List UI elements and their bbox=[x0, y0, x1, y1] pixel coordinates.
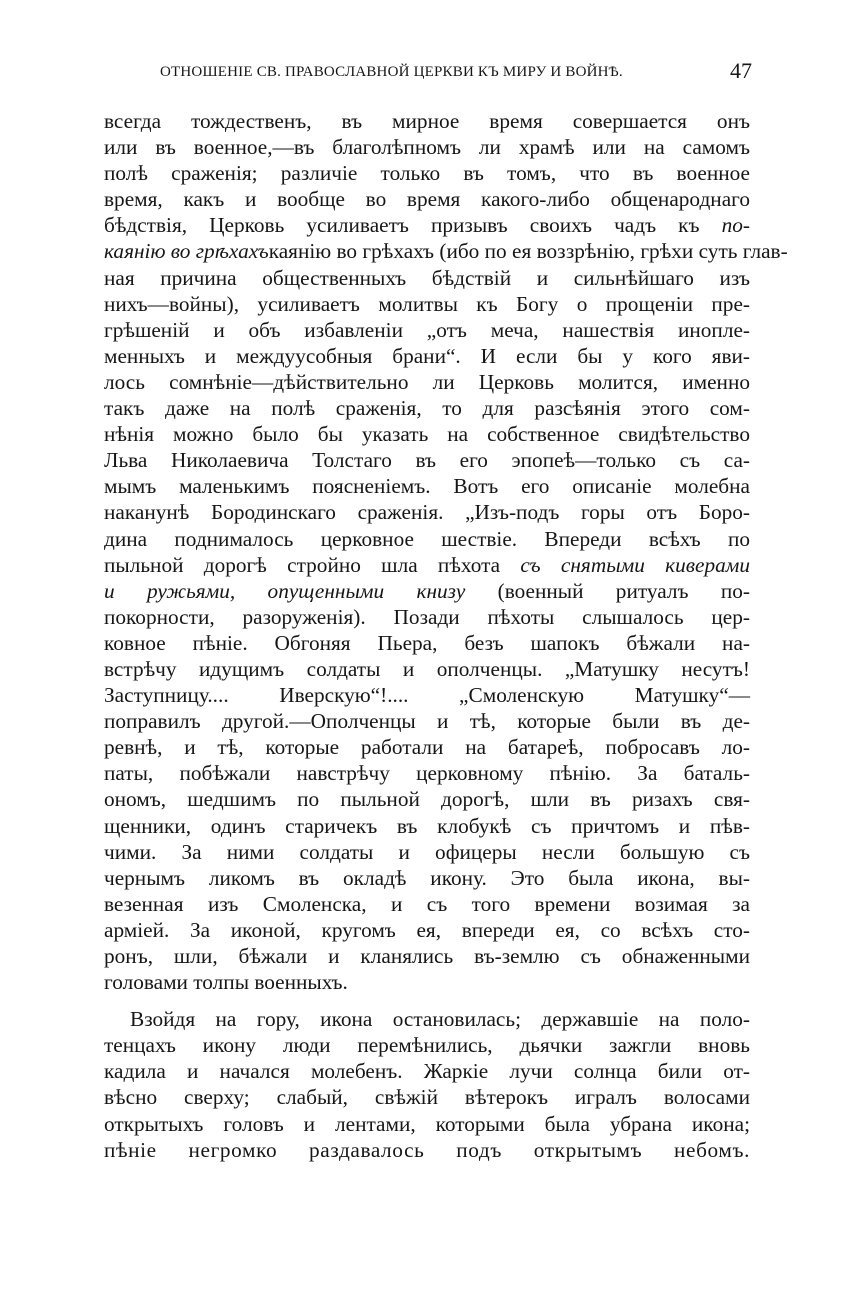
text-segment: пыльной дорогѣ стройно шла пѣхота bbox=[104, 552, 521, 577]
running-head: ОТНОШЕНІЕ СВ. ПРАВОСЛАВНОЙ ЦЕРКВИ КЪ МИРУ И ВОЙНѢ. bbox=[160, 64, 623, 80]
text-line: Заступницу.... Иверскую“!.... „Смоленскую Матушку“— bbox=[104, 683, 750, 708]
text-line: пѣніе негромко раздавалось подъ открытымъ небомъ. bbox=[104, 1137, 750, 1162]
text-line: наканунѣ Бородинскаго сраженія. „Изъ-подъ горы отъ Боро- bbox=[104, 500, 750, 525]
text-line: ревнѣ, и тѣ, которые работали на батареѣ, побросавъ ло- bbox=[104, 735, 750, 760]
text-line bbox=[104, 238, 788, 264]
text-line: менныхъ и междуусобныя брани“. И если бы у кого яви- bbox=[104, 343, 750, 368]
text-line: дина поднималось церковное шествіе. Впереди всѣхъ по bbox=[104, 526, 750, 551]
text-line: головами толпы военныхъ. bbox=[104, 970, 348, 995]
text-line: открытыхъ головъ и лентами, которыми была убрана икона; bbox=[104, 1111, 750, 1136]
text-line: везенная изъ Смоленска, и съ того времени возимая за bbox=[104, 891, 750, 916]
text-line bbox=[104, 212, 750, 238]
text-line: поправилъ другой.—Ополченцы и тѣ, которые были въ де- bbox=[104, 709, 750, 734]
text-line: Взойдя на гору, икона остановилась; державшіе на поло- bbox=[130, 1007, 750, 1032]
emphasized-text: съ снятыми киверами bbox=[520, 552, 750, 577]
text-line: или въ военное,—въ благолѣпномъ ли храмѣ или на самомъ bbox=[104, 135, 750, 160]
text-line: кадила и начался молебенъ. Жаркіе лучи солнца били от- bbox=[104, 1059, 750, 1084]
text-line: вѣсно сверху; слабый, свѣжій вѣтерокъ игралъ волосами bbox=[104, 1085, 750, 1110]
text-line: время, какъ и вообще во время какого-либо общенароднаго bbox=[104, 187, 750, 212]
text-line: нихъ—войны), усиливаетъ молитвы къ Богу о прощеніи пре- bbox=[104, 291, 750, 316]
text-line: нѣнія можно было бы указать на собственное свидѣтельство bbox=[104, 422, 750, 447]
text-line: лось сомнѣніе—дѣйствительно ли Церковь молится, именно bbox=[104, 369, 750, 394]
text-line: щенники, одинъ старичекъ въ клобукѣ съ причтомъ и пѣв- bbox=[104, 813, 750, 838]
text-line: мымъ маленькимъ поясненіемъ. Вотъ его описаніе молебна bbox=[104, 474, 750, 499]
body-text bbox=[104, 108, 788, 1163]
text-line: чими. За ними солдаты и офицеры несли большую съ bbox=[104, 839, 750, 864]
text-line: Льва Николаевича Толстаго въ его эпопеѣ—только съ са- bbox=[104, 448, 750, 473]
text-line: полѣ сраженія; различіе только въ томъ, что въ военное bbox=[104, 161, 750, 186]
text-line bbox=[104, 552, 750, 578]
text-segment: каянію во грѣхахъ (ибо по ея воззрѣнію, грѣхи суть глав- bbox=[268, 239, 788, 264]
text-line: ронъ, шли, бѣжали и кланялись въ-землю съ обнаженными bbox=[104, 944, 750, 968]
text-line: чернымъ ликомъ въ окладѣ икону. Это была икона, вы- bbox=[104, 865, 750, 890]
emphasized-text: и ружьями, опущенными книзу bbox=[104, 578, 466, 603]
text-line: такъ даже на полѣ сраженія, то для разсѣянія этого сом- bbox=[104, 396, 750, 421]
text-line: всегда тождественъ, въ мирное время совершается онъ bbox=[104, 109, 750, 133]
text-line: покорности, разоруженія). Позади пѣхоты слышалось цер- bbox=[104, 604, 750, 629]
emphasized-text: каянію во грѣхахъ bbox=[104, 239, 269, 264]
text-line: ковное пѣніе. Обгоняя Пьера, безъ шапокъ бѣжали на- bbox=[104, 630, 750, 655]
page-header bbox=[160, 56, 752, 86]
text-line: встрѣчу идущимъ солдаты и ополченцы. „Матушку несутъ! bbox=[104, 656, 750, 681]
text-line: грѣшеній и объ избавленіи „отъ меча, нашествія инопле- bbox=[104, 317, 750, 342]
emphasized-text: по- bbox=[721, 213, 750, 238]
text-line: паты, побѣжали навстрѣчу церковному пѣнію. За баталь- bbox=[104, 761, 750, 786]
text-segment: бѣдствія, Церковь усиливаетъ призывъ своихъ чадъ къ bbox=[104, 213, 722, 238]
text-segment: (военный ритуалъ по- bbox=[465, 578, 750, 603]
text-line: арміей. За иконой, кругомъ ея, впереди ея, со всѣхъ сто- bbox=[104, 917, 750, 942]
page-number: 47 bbox=[730, 58, 752, 83]
text-line bbox=[104, 578, 750, 604]
text-line: тенцахъ икону люди перемѣнились, дьячки зажгли вновь bbox=[104, 1033, 750, 1058]
text-line: ономъ, шедшимъ по пыльной дорогѣ, шли въ ризахъ свя- bbox=[104, 787, 750, 812]
text-line: ная причина общественныхъ бѣдствій и сильнѣйшаго изъ bbox=[104, 265, 750, 290]
